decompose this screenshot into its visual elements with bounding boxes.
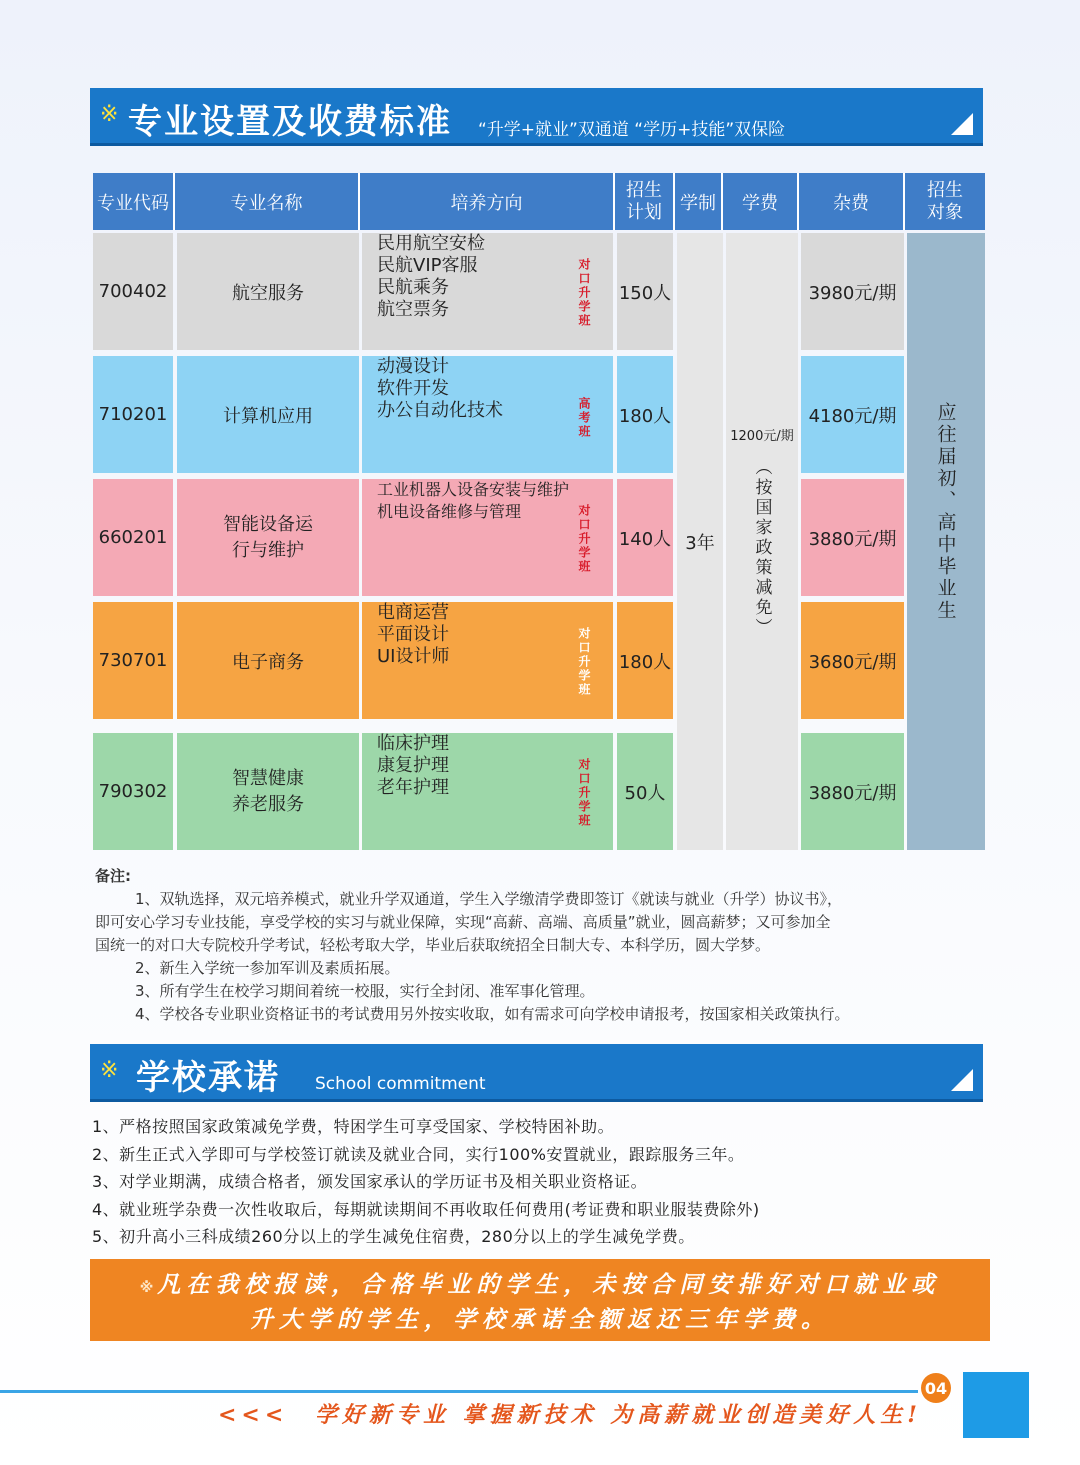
direction-item: 工业机器人设备安装与维护 (377, 480, 570, 499)
row3-class-tag: 对口升学班 (577, 503, 591, 574)
notes-label: 备注: (95, 867, 131, 885)
list-item: 2、新生正式入学即可与学校签订就读及就业合同，实行100%安置就业，跟踪服务三年。 (92, 1144, 745, 1164)
chevrons-left-icon: <<< (218, 1402, 289, 1428)
header-tuition: 学费 (723, 173, 799, 230)
direction-item: 民航VIP客服 (377, 255, 478, 276)
row4-class-tag: 对口升学班 (577, 626, 591, 697)
tuition-cell (726, 233, 798, 850)
note-item: 国统一的对口大专院校升学考试，轻松考取大学，毕业后获取统招全日制大专、本科学历，圆大学梦。 (95, 936, 771, 954)
section-banner-commitment (90, 1044, 983, 1102)
note-item: 4、学校各专业职业资格证书的考试费用另外按实收取，如有需求可向学校申请报考，按国家相关政策执行。 (135, 1005, 850, 1023)
row1-class-tag: 对口升学班 (577, 257, 591, 328)
section-title: 专业设置及收费标准 (128, 102, 452, 142)
row3-code: 660201 (93, 479, 173, 596)
page-number: 04 (921, 1373, 951, 1403)
page-corner-block (963, 1372, 1029, 1438)
list-item: 1、严格按照国家政策减免学费，特困学生可享受国家、学校特困补助。 (92, 1117, 615, 1136)
direction-item: 机电设备维修与管理 (377, 502, 522, 521)
row5-code: 790302 (93, 733, 173, 850)
row2-fee: 4180元/期 (801, 356, 904, 473)
direction-item: 动漫设计 (377, 356, 449, 377)
direction-item: 航空票务 (377, 299, 449, 320)
row4-plan: 180人 (617, 602, 673, 719)
direction-item: 办公自动化技术 (377, 400, 503, 421)
row4-fee: 3680元/期 (801, 602, 904, 719)
row5-plan: 50人 (617, 733, 673, 850)
row3-fee: 3880元/期 (801, 479, 904, 596)
row1-plan: 150人 (617, 233, 673, 350)
direction-item: 老年护理 (377, 777, 449, 798)
note-item: 3、所有学生在校学习期间着统一校服，实行全封闭、准军事化管理。 (135, 982, 595, 1000)
row2-class-tag: 高考班 (577, 397, 591, 439)
header-name: 专业名称 (175, 173, 360, 230)
direction-item: 民用航空安检 (377, 233, 485, 254)
guarantee-box (90, 1259, 990, 1341)
list-item: 4、就业班学杂费一次性收取后，每期就读期间不再收取任何费用(考证费和职业服装费除外) (92, 1199, 760, 1219)
corner-triangle-icon (951, 113, 973, 135)
asterisk-mark-icon: ※ (100, 1058, 119, 1083)
tuition-amount: 1200元/期 (730, 429, 794, 444)
header-target: 招生对象 (905, 173, 985, 230)
note-item: 1、双轨选择，双元培养模式，就业升学双通道，学生入学缴清学费即签订《就读与就业（升学）协议书》， (135, 890, 843, 908)
row5-class-tag: 对口升学班 (577, 757, 591, 828)
row1-code: 700402 (93, 233, 173, 350)
section-title: 学校承诺 (136, 1058, 280, 1098)
row4-code: 730701 (93, 602, 173, 719)
row2-code: 710201 (93, 356, 173, 473)
duration-cell: 3年 (677, 233, 723, 850)
asterisk-mark-icon: ※ (139, 1280, 154, 1296)
target-cell (907, 233, 985, 850)
asterisk-mark-icon: ※ (100, 102, 119, 127)
direction-item: 电商运营 (377, 602, 449, 623)
row3-name: 智能设备运行与维护 (177, 479, 359, 596)
notes-block (95, 865, 990, 1026)
footer-divider (0, 1390, 918, 1393)
guarantee-line-1: 凡在我校报读，合格毕业的学生，未按合同安排好对口就业或 (157, 1272, 941, 1298)
target-text: 应往届初、高中毕业生 (934, 401, 957, 622)
row2-name: 计算机应用 (177, 356, 359, 473)
note-item: 2、新生入学统一参加军训及素质拓展。 (135, 959, 400, 977)
header-direction: 培养方向 (360, 173, 615, 230)
tuition-note: （按国家政策减免） (751, 458, 772, 638)
direction-item: 平面设计 (377, 624, 449, 645)
row2-plan: 180人 (617, 356, 673, 473)
row4-name: 电子商务 (177, 602, 359, 719)
header-plan: 招生计划 (615, 173, 675, 230)
row5-fee: 3880元/期 (801, 733, 904, 850)
direction-item: 康复护理 (377, 755, 449, 776)
row3-plan: 140人 (617, 479, 673, 596)
footer-slogan (218, 1398, 922, 1429)
slogan-text: 学好新专业 掌握新技术 为高薪就业创造美好人生! (314, 1402, 922, 1428)
direction-item: 软件开发 (377, 378, 449, 399)
section-subtitle: School commitment (315, 1074, 486, 1094)
corner-triangle-icon (951, 1069, 973, 1091)
header-duration: 学制 (675, 173, 723, 230)
row5-name: 智慧健康养老服务 (177, 733, 359, 850)
list-item: 5、初升高小三科成绩260分以上的学生减免住宿费，280分以上的学生减免学费。 (92, 1227, 695, 1246)
header-code: 专业代码 (93, 173, 175, 230)
promise-list (92, 1113, 760, 1251)
list-item: 3、对学业期满，成绩合格者，颁发国家承认的学历证书及相关职业资格证。 (92, 1172, 648, 1191)
section-banner-fees (90, 88, 983, 146)
row1-name: 航空服务 (177, 233, 359, 350)
guarantee-line-2: 升大学的学生，学校承诺全额返还三年学费。 (250, 1307, 830, 1333)
direction-item: 民航乘务 (377, 277, 449, 298)
section-subtitle: “升学+就业”双通道 “学历+技能”双保险 (478, 120, 786, 140)
direction-item: UI设计师 (377, 646, 450, 667)
note-item: 即可安心学习专业技能，享受学校的实习与就业保障，实现“高薪、高端、高质量”就业，圆高薪梦；又可参加全 (95, 913, 831, 931)
row1-fee: 3980元/期 (801, 233, 904, 350)
direction-item: 临床护理 (377, 733, 449, 754)
header-misc-fee: 杂费 (799, 173, 905, 230)
